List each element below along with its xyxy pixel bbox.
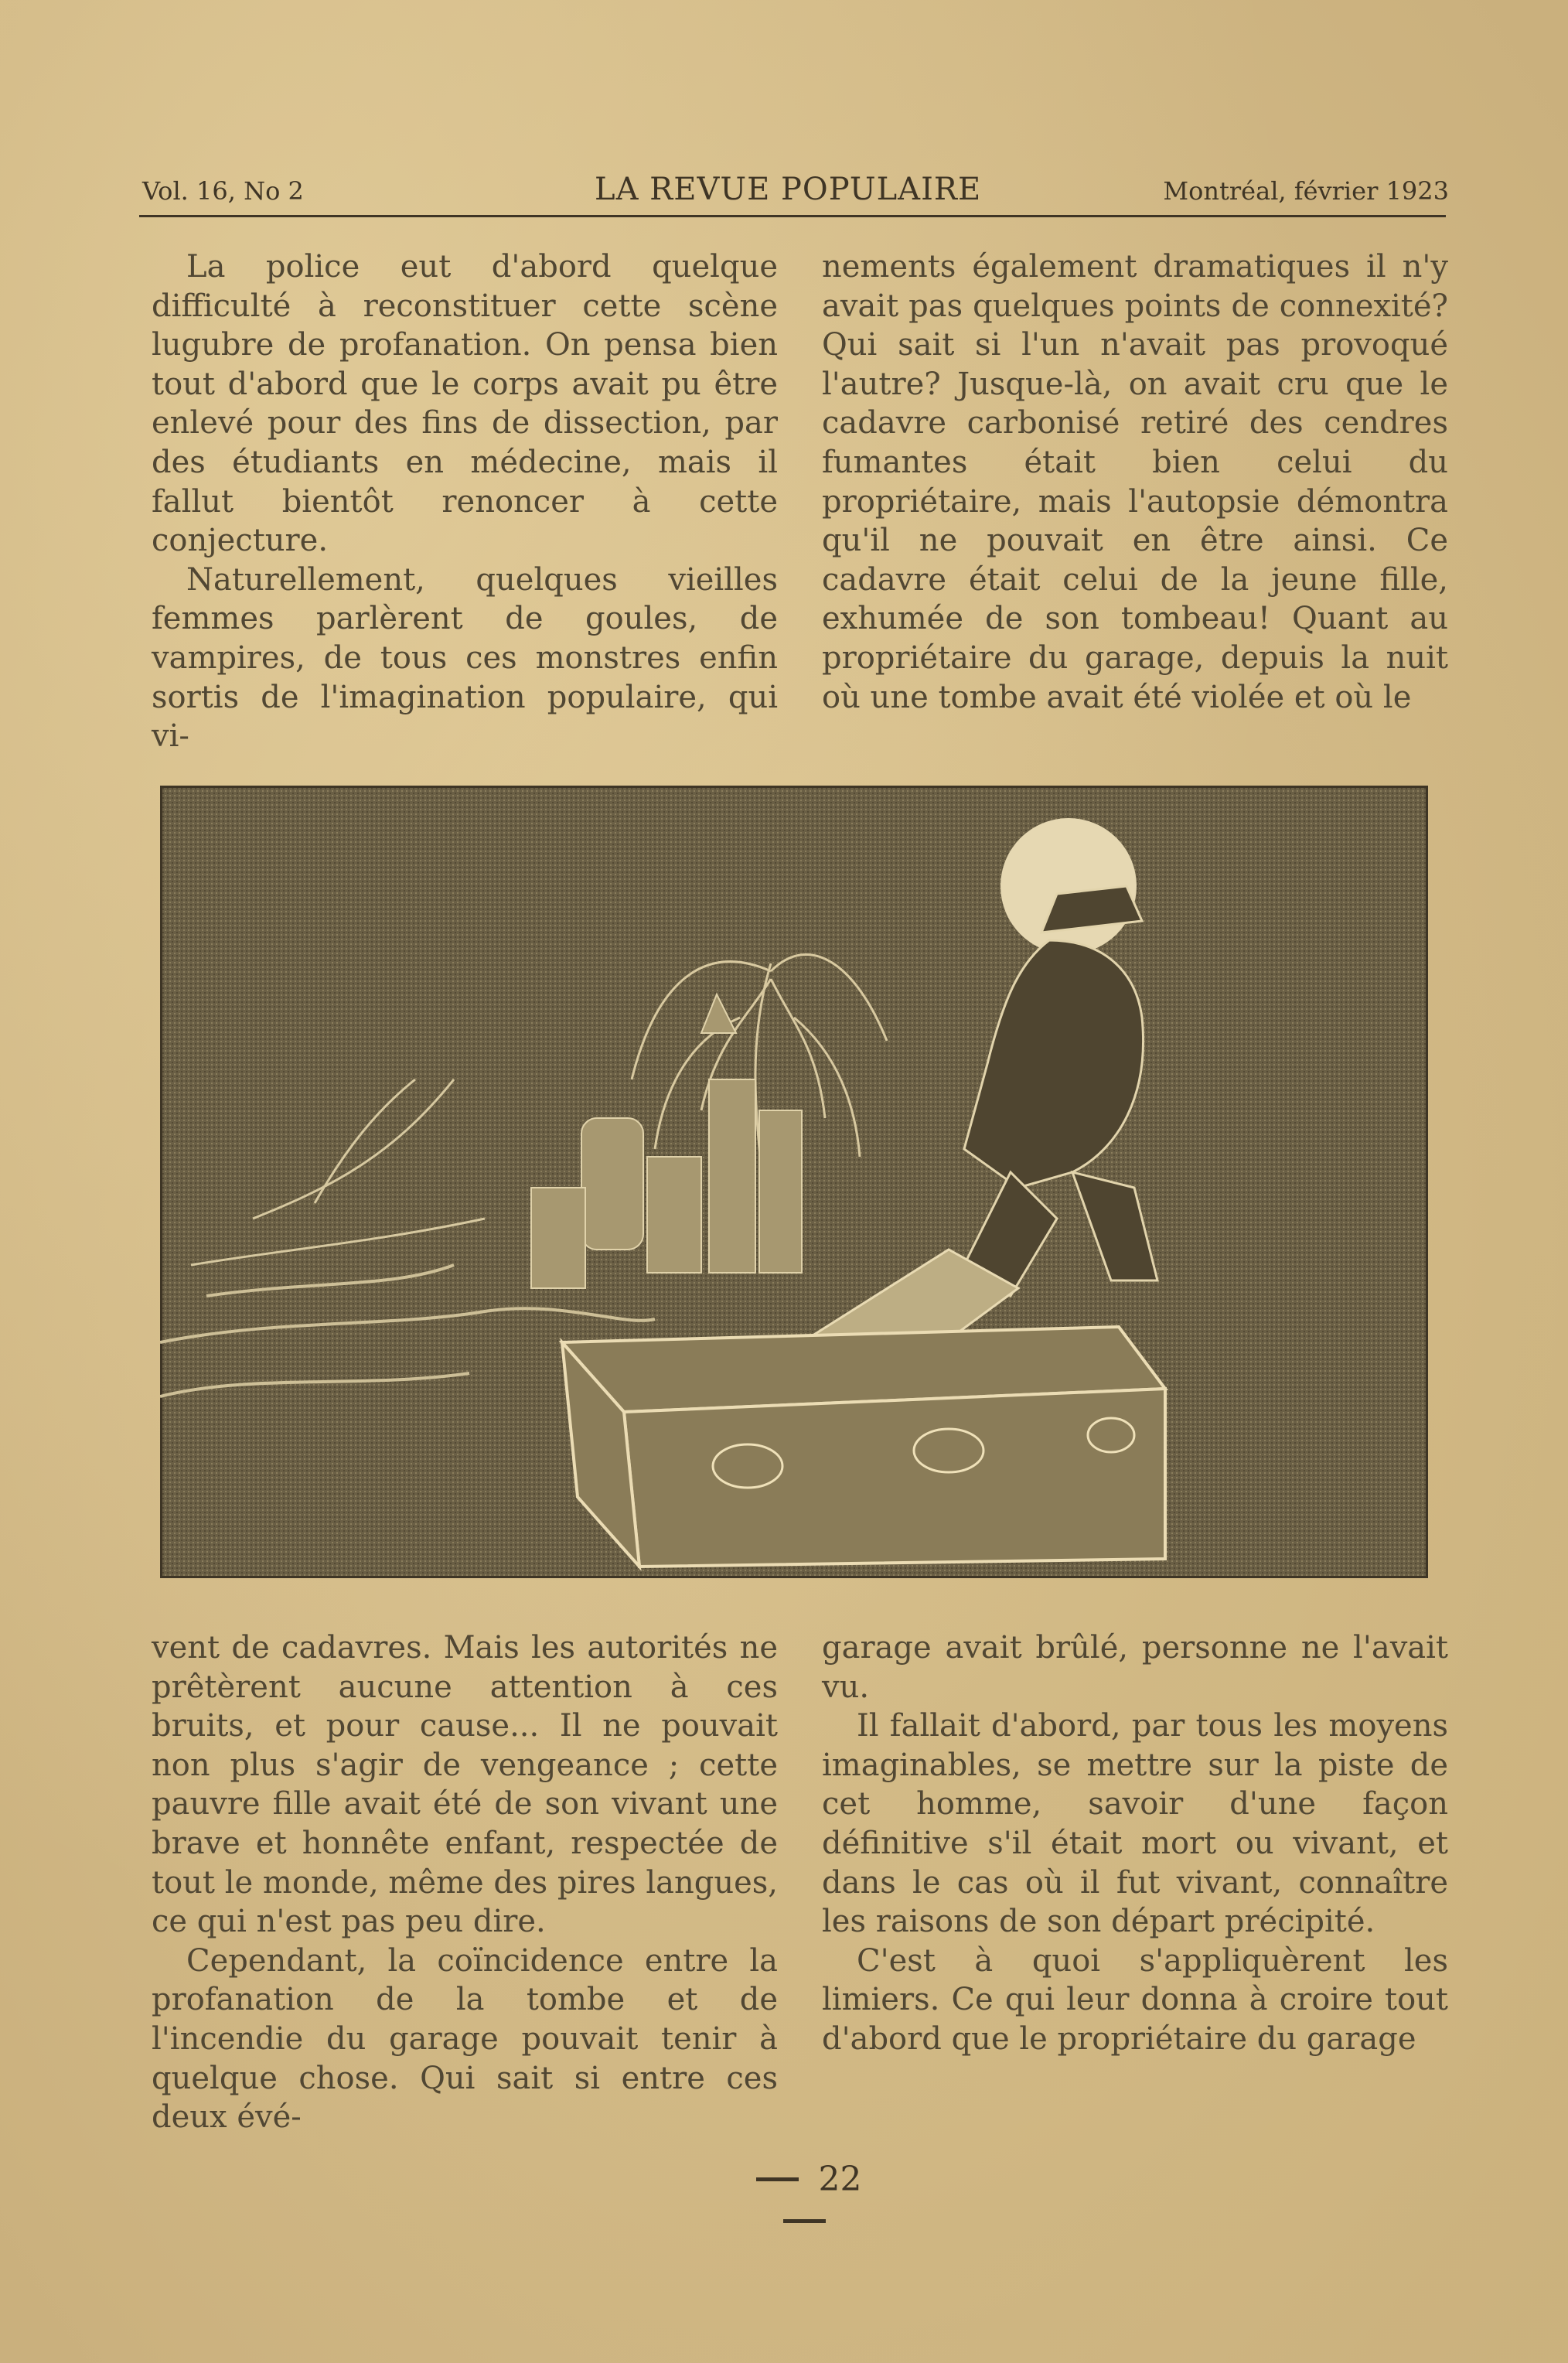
column-top-left (152, 247, 778, 756)
open-coffin-icon (562, 1327, 1165, 1567)
paragraph: nements également dramatiques il n'y avait pas quelques points de connexité? Qui sait si l'un n'avait pas provoqué l'autre? Jusque-là, on avait cru que le cadavre carbonisé retiré des cendres fumantes était bien celui du propriétaire, mais l'autopsie démontra qu'il ne pouvait en être ainsi. Ce cadavre était celui de la jeune fille, exhumée de son tombeau! Quant au propriétaire du garage, depuis la nuit où une tombe avait été violée et où le (822, 249, 1448, 715)
page-number-footer (727, 2157, 881, 2204)
place-date: Montréal, février 1923 (1163, 176, 1449, 206)
dash-right (783, 2219, 826, 2223)
paragraph: Naturellement, quelques vieilles femmes parlèrent de goules, de vampires, de tous ces monstres enfin sortis de l'imagination populaire, qui vi- (152, 561, 778, 755)
column-bottom-left (152, 1628, 778, 2137)
paragraph: C'est à quoi s'appliquèrent les limiers. Ce qui leur donna à croire tout d'abord que le propriétaire du garage (822, 1942, 1448, 2057)
page-number: 22 (818, 2160, 862, 2199)
paragraph: Cependant, la coïncidence entre la profanation de la tombe et de l'incendie du garage pouvait tenir à quelque chose. Qui sait si entre ces deux évé- (152, 1942, 778, 2136)
volume-number: Vol. 16, No 2 (142, 176, 304, 206)
dash-left (756, 2177, 799, 2181)
cemetery-illustration (160, 786, 1428, 1578)
paragraph: garage avait brûlé, personne ne l'avait vu. (822, 1630, 1448, 1705)
header-rule (139, 215, 1446, 217)
paragraph: Il fallait d'abord, par tous les moyens imaginables, se mettre sur la piste de cet homme, savoir d'une façon définitive s'il était mort ou vivant, et dans le cas où il fut vivant, connaître les raisons de son départ précipité. (822, 1708, 1448, 1940)
column-bottom-right (822, 1628, 1448, 2059)
paragraph: vent de cadavres. Mais les autorités ne prêtèrent aucune attention à ces bruits, et pour cause... Il ne pouvait non plus s'agir de vengeance ; cette pauvre fille avait été de son vivant une brave et honnête enfant, respectée de tout le monde, même des pires langues, ce qui n'est pas peu dire. (152, 1630, 778, 1940)
publication-title: LA REVUE POPULAIRE (595, 172, 982, 207)
running-header (142, 172, 1449, 210)
paragraph: La police eut d'abord quelque difficulté à reconstituer cette scène lugubre de profanation. On pensa bien tout d'abord que le corps avait pu être enlevé pour des fins de dissection, par des étudiants en médecine, mais il fallut bientôt renoncer à cette conjecture. (152, 249, 778, 559)
column-top-right (822, 247, 1448, 717)
